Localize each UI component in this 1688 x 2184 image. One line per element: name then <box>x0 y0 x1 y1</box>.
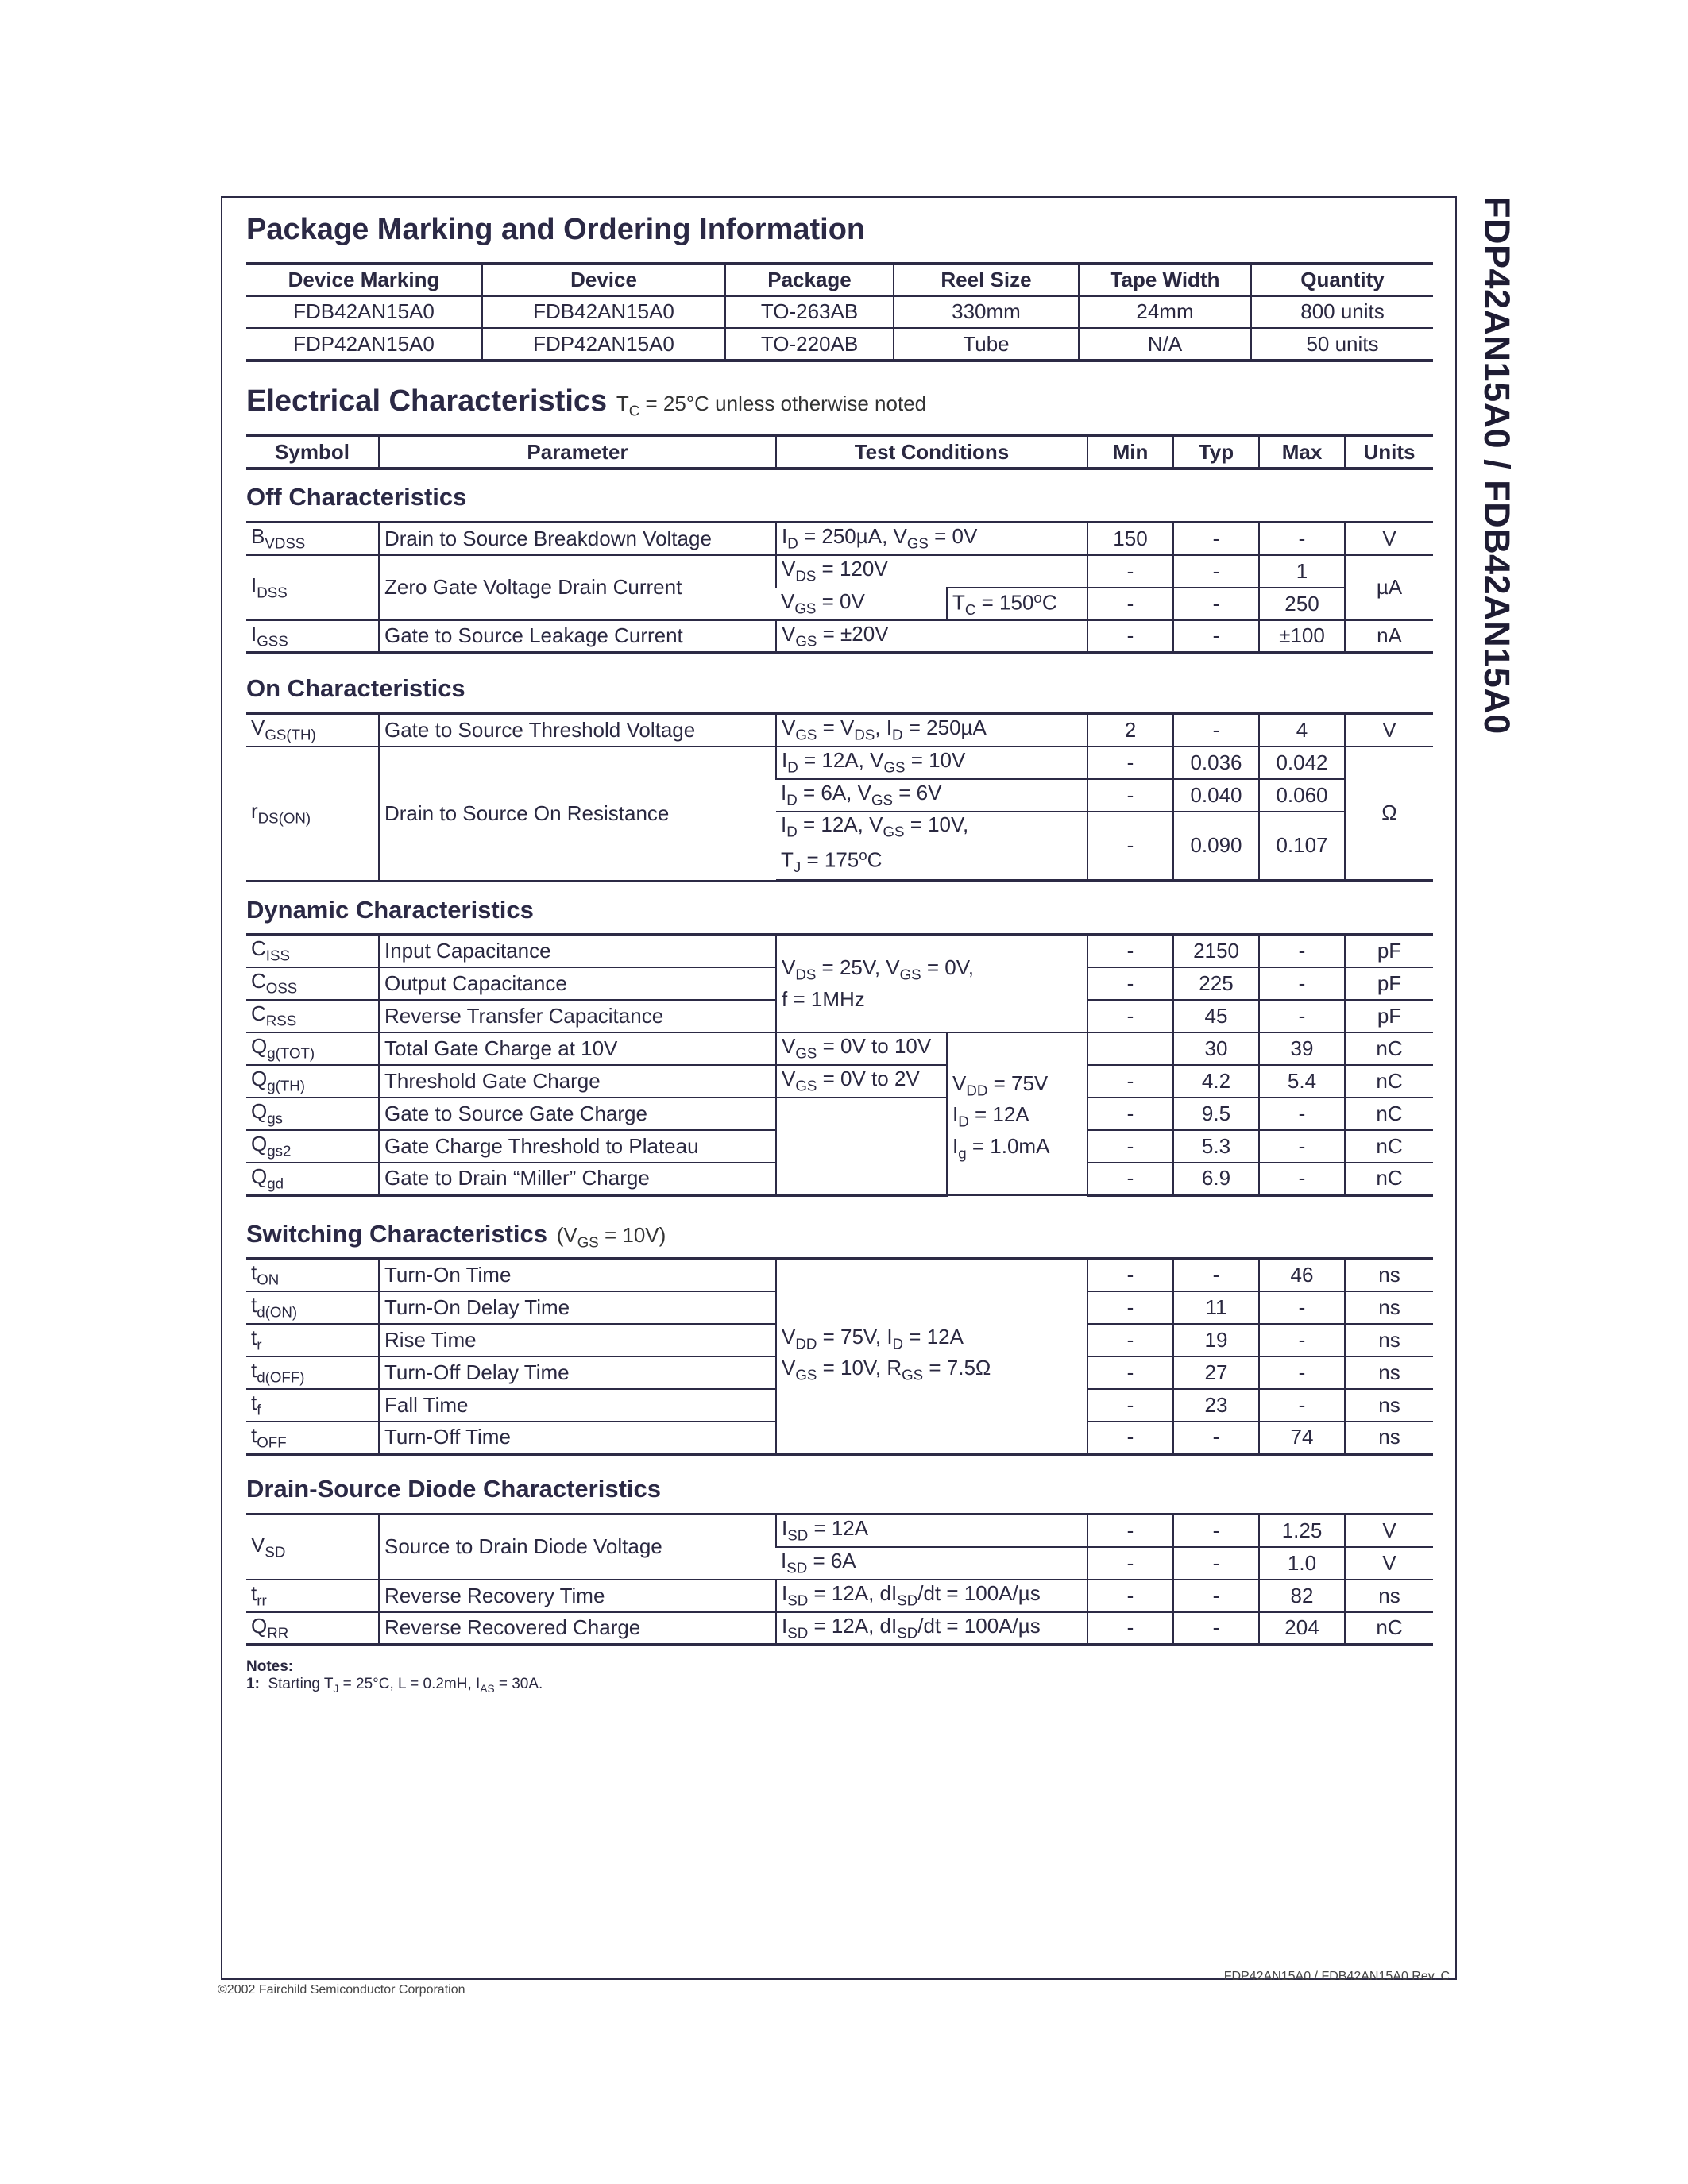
section-switching-title: Switching Characteristics <box>246 1220 548 1248</box>
condition-cell: $I_D = 12A$, $V_{GS} = 10V$, $T_J = 175^oC$ <box>776 812 1087 882</box>
condition-cell: $V_{DS} = 25V$, $V_{GS} = 0V$, f = 1MHz <box>776 935 1087 1032</box>
unit-cell: nC <box>1345 1065 1433 1098</box>
min-cell: - <box>1087 1324 1173 1356</box>
cell: TO-263AB <box>725 295 894 328</box>
param-cell: Gate Charge Threshold to Plateau <box>379 1130 776 1163</box>
max-cell: 5.4 <box>1259 1065 1345 1098</box>
typ-cell: - <box>1173 1612 1259 1645</box>
footer-copyright: ©2002 Fairchild Semiconductor Corporation <box>218 1983 465 1997</box>
electrical-heading <box>246 384 926 420</box>
condition-cell: $I_D = 12A$, $V_{GS} = 10V$ <box>776 747 1087 779</box>
typ-cell: 27 <box>1173 1356 1259 1389</box>
param-cell: Turn-On Delay Time <box>379 1291 776 1324</box>
cell: FDP42AN15A0 <box>246 328 482 361</box>
min-cell <box>1087 1032 1173 1065</box>
min-cell: - <box>1087 1547 1173 1580</box>
symbol-cell: $C_{ISS}$ <box>246 935 379 967</box>
typ-cell: 4.2 <box>1173 1065 1259 1098</box>
param-cell: Gate to Source Threshold Voltage <box>379 714 776 747</box>
table-row <box>246 935 1433 967</box>
symbol-cell: $I_{GSS}$ <box>246 620 379 653</box>
ordering-table <box>246 262 1433 362</box>
condition-cell: $I_{SD} = 12A$, $dI_{SD}/dt = 100A/\mu s$ <box>776 1612 1087 1645</box>
min-cell: - <box>1087 555 1173 588</box>
cell: FDB42AN15A0 <box>246 295 482 328</box>
ordering-title: Package Marking and Ordering Information <box>246 213 866 246</box>
max-cell: - <box>1259 1098 1345 1130</box>
condition-cell: $V_{DD} = 75V$, $I_D = 12A$ $V_{GS} = 10V$, $R_{GS} = 7.5\Omega$ <box>776 1259 1087 1454</box>
cell: FDP42AN15A0 <box>482 328 725 361</box>
max-cell: 0.042 <box>1259 747 1345 779</box>
typ-cell: 0.090 <box>1173 812 1259 882</box>
typ-cell: 30 <box>1173 1032 1259 1065</box>
col-header: Test Conditions <box>776 435 1087 469</box>
cell: 50 units <box>1251 328 1433 361</box>
unit-cell: V <box>1345 1515 1433 1547</box>
typ-cell: 19 <box>1173 1324 1259 1356</box>
min-cell: - <box>1087 1515 1173 1547</box>
param-cell: Rise Time <box>379 1324 776 1356</box>
max-cell: 74 <box>1259 1422 1345 1454</box>
table-row <box>246 295 1433 328</box>
min-cell: - <box>1087 935 1173 967</box>
note-1-label: 1: <box>246 1676 260 1692</box>
param-cell: Turn-On Time <box>379 1259 776 1291</box>
dynamic-table <box>246 933 1433 1197</box>
typ-cell: 45 <box>1173 1000 1259 1032</box>
symbol-cell: $C_{RSS}$ <box>246 1000 379 1032</box>
min-cell: - <box>1087 620 1173 653</box>
table-row <box>246 1065 1433 1098</box>
typ-cell: 2150 <box>1173 935 1259 967</box>
unit-cell: ns <box>1345 1324 1433 1356</box>
param-cell: Output Capacitance <box>379 967 776 1000</box>
max-cell: - <box>1259 1163 1345 1195</box>
param-cell: Gate to Source Leakage Current <box>379 620 776 653</box>
min-cell: - <box>1087 812 1173 882</box>
cell: 24mm <box>1079 295 1251 328</box>
ordering-header-row <box>246 264 1433 295</box>
param-cell: Input Capacitance <box>379 935 776 967</box>
unit-cell: ns <box>1345 1291 1433 1324</box>
unit-cell: nC <box>1345 1032 1433 1065</box>
col-header: Device Marking <box>246 264 482 295</box>
table-row <box>246 555 1433 588</box>
table-row <box>246 328 1433 361</box>
typ-cell: - <box>1173 523 1259 555</box>
condition-cell <box>776 1098 947 1195</box>
table-row <box>246 1259 1433 1291</box>
symbol-cell: $t_{OFF}$ <box>246 1422 379 1454</box>
condition-cell: $I_D = 6A$, $V_{GS} = 6V$ <box>776 779 1087 812</box>
section-off-title: Off Characteristics <box>246 483 467 511</box>
section-diode-title: Drain-Source Diode Characteristics <box>246 1475 662 1503</box>
cell: TO-220AB <box>725 328 894 361</box>
col-header: Device <box>482 264 725 295</box>
symbol-cell: $C_{OSS}$ <box>246 967 379 1000</box>
footer-part-rev: FDP42AN15A0 / FDB42AN15A0 Rev. C <box>1223 1970 1450 1983</box>
min-cell: - <box>1087 1389 1173 1422</box>
min-cell: - <box>1087 1356 1173 1389</box>
unit-cell: Ω <box>1345 747 1433 882</box>
max-cell: 1 <box>1259 555 1345 588</box>
cell: Tube <box>894 328 1079 361</box>
min-cell: - <box>1087 779 1173 812</box>
unit-cell: pF <box>1345 1000 1433 1032</box>
min-cell: 2 <box>1087 714 1173 747</box>
condition-cell: $V_{DS} = 120V$ <box>776 555 1087 588</box>
min-cell: - <box>1087 1422 1173 1454</box>
min-cell: - <box>1087 1259 1173 1291</box>
typ-cell: 225 <box>1173 967 1259 1000</box>
side-title-text: FDP42AN15A0 / FDB42AN15A0 <box>1477 196 1517 735</box>
min-cell: - <box>1087 1065 1173 1098</box>
electrical-condition: $T_C = 25^\circ C$ unless otherwise noted <box>610 392 927 419</box>
max-cell: - <box>1259 1130 1345 1163</box>
symbol-cell: $r_{DS(ON)}$ <box>246 747 379 882</box>
cell: 800 units <box>1251 295 1433 328</box>
min-cell: - <box>1087 967 1173 1000</box>
param-cell: Gate to Drain “Miller” Charge <box>379 1163 776 1195</box>
table-row <box>246 523 1433 555</box>
symbol-cell: $t_{rr}$ <box>246 1580 379 1612</box>
col-header: Package <box>725 264 894 295</box>
symbol-cell: $Q_{gd}$ <box>246 1163 379 1195</box>
switching-heading <box>246 1220 666 1252</box>
symbol-cell: $Q_{g(TOT)}$ <box>246 1032 379 1065</box>
max-cell: - <box>1259 1324 1345 1356</box>
param-cell: Gate to Source Gate Charge <box>379 1098 776 1130</box>
unit-cell: V <box>1345 714 1433 747</box>
unit-cell: V <box>1345 523 1433 555</box>
symbol-cell: $B_{VDSS}$ <box>246 523 379 555</box>
col-header: Parameter <box>379 435 776 469</box>
typ-cell: 0.040 <box>1173 779 1259 812</box>
symbol-cell: $Q_{gs}$ <box>246 1098 379 1130</box>
unit-cell: ns <box>1345 1580 1433 1612</box>
max-cell: ±100 <box>1259 620 1345 653</box>
symbol-cell: $t_{ON}$ <box>246 1259 379 1291</box>
min-cell: - <box>1087 1612 1173 1645</box>
symbol-cell: $t_{d(OFF)}$ <box>246 1356 379 1389</box>
table-row <box>246 1612 1433 1645</box>
unit-cell: ns <box>1345 1356 1433 1389</box>
note-1: 1: Starting $T_J = 25^\circ C$, L = 0.2mH, $I_{AS} = 30A$. <box>246 1676 543 1695</box>
condition-cell: $V_{DD} = 75V$ $I_D = 12A$ $I_g = 1.0mA$ <box>947 1032 1087 1195</box>
cell: 330mm <box>894 295 1079 328</box>
param-cell: Turn-Off Delay Time <box>379 1356 776 1389</box>
max-cell: 1.0 <box>1259 1547 1345 1580</box>
electrical-title: Electrical Characteristics <box>246 384 608 418</box>
section-on-title: On Characteristics <box>246 674 465 702</box>
switching-table <box>246 1257 1433 1456</box>
min-cell: - <box>1087 1291 1173 1324</box>
typ-cell: - <box>1173 1515 1259 1547</box>
max-cell: - <box>1259 935 1345 967</box>
param-cell: Drain to Source On Resistance <box>379 747 776 882</box>
notes <box>246 1658 543 1695</box>
col-header: Units <box>1345 435 1433 469</box>
max-cell: - <box>1259 967 1345 1000</box>
param-cell: Zero Gate Voltage Drain Current <box>379 555 776 620</box>
param-cell: Drain to Source Breakdown Voltage <box>379 523 776 555</box>
on-table <box>246 712 1433 882</box>
condition-cell: $I_{SD} = 6A$ <box>776 1547 1087 1580</box>
typ-cell: - <box>1173 555 1259 588</box>
notes-heading: Notes: <box>246 1658 294 1675</box>
unit-cell: V <box>1345 1547 1433 1580</box>
unit-cell: ns <box>1345 1389 1433 1422</box>
condition-cell: $I_{SD} = 12A$ <box>776 1515 1087 1547</box>
max-cell: - <box>1259 1389 1345 1422</box>
unit-cell: pF <box>1345 967 1433 1000</box>
typ-cell: - <box>1173 1259 1259 1291</box>
min-cell: - <box>1087 1000 1173 1032</box>
param-cell: Reverse Transfer Capacitance <box>379 1000 776 1032</box>
max-cell: - <box>1259 1356 1345 1389</box>
table-row <box>246 620 1433 653</box>
table-row <box>246 1098 1433 1130</box>
typ-cell: - <box>1173 620 1259 653</box>
typ-cell: - <box>1173 1580 1259 1612</box>
min-cell: - <box>1087 588 1173 620</box>
max-cell: 0.060 <box>1259 779 1345 812</box>
min-cell: - <box>1087 1580 1173 1612</box>
typ-cell: 23 <box>1173 1389 1259 1422</box>
unit-cell: nC <box>1345 1130 1433 1163</box>
max-cell: - <box>1259 523 1345 555</box>
table-row <box>246 1032 1433 1065</box>
max-cell: 82 <box>1259 1580 1345 1612</box>
min-cell: - <box>1087 1098 1173 1130</box>
unit-cell: ns <box>1345 1259 1433 1291</box>
unit-cell: nC <box>1345 1163 1433 1195</box>
unit-cell: µA <box>1345 555 1433 620</box>
param-cell: Total Gate Charge at 10V <box>379 1032 776 1065</box>
symbol-cell: $Q_{g(TH)}$ <box>246 1065 379 1098</box>
param-cell: Source to Drain Diode Voltage <box>379 1515 776 1580</box>
col-header: Min <box>1087 435 1173 469</box>
switching-condition: $(V_{GS} = 10V)$ <box>550 1223 666 1251</box>
symbol-cell: $V_{GS(TH)}$ <box>246 714 379 747</box>
diode-table <box>246 1513 1433 1646</box>
symbol-cell: $t_{d(ON)}$ <box>246 1291 379 1324</box>
symbol-cell: $Q_{gs2}$ <box>246 1130 379 1163</box>
min-cell: - <box>1087 1163 1173 1195</box>
condition-cell: $T_C = 150^oC$ <box>947 588 1087 620</box>
typ-cell: 9.5 <box>1173 1098 1259 1130</box>
condition-cell: $V_{GS} = V_{DS}$, $I_D = 250\mu A$ <box>776 714 1087 747</box>
max-cell: 0.107 <box>1259 812 1345 882</box>
max-cell: 250 <box>1259 588 1345 620</box>
table-row <box>246 1515 1433 1547</box>
symbol-cell: $Q_{RR}$ <box>246 1612 379 1645</box>
symbol-cell: $t_f$ <box>246 1389 379 1422</box>
symbol-cell: $t_r$ <box>246 1324 379 1356</box>
col-header: Quantity <box>1251 264 1433 295</box>
col-header: Symbol <box>246 435 379 469</box>
col-header: Tape Width <box>1079 264 1251 295</box>
typ-cell: 5.3 <box>1173 1130 1259 1163</box>
condition-cell: $V_{GS} = \pm 20V$ <box>776 620 1087 653</box>
param-cell: Turn-Off Time <box>379 1422 776 1454</box>
condition-cell: $I_D = 250\mu A$, $V_{GS} = 0V$ <box>776 523 1087 555</box>
cell: FDB42AN15A0 <box>482 295 725 328</box>
min-cell: 150 <box>1087 523 1173 555</box>
unit-cell: nC <box>1345 1612 1433 1645</box>
unit-cell: nC <box>1345 1098 1433 1130</box>
max-cell: 46 <box>1259 1259 1345 1291</box>
typ-cell: - <box>1173 588 1259 620</box>
col-header: Typ <box>1173 435 1259 469</box>
typ-cell: 6.9 <box>1173 1163 1259 1195</box>
min-cell: - <box>1087 747 1173 779</box>
unit-cell: pF <box>1345 935 1433 967</box>
unit-cell: nA <box>1345 620 1433 653</box>
table-row <box>246 1580 1433 1612</box>
max-cell: - <box>1259 1291 1345 1324</box>
off-table <box>246 521 1433 654</box>
min-cell: - <box>1087 1130 1173 1163</box>
condition-cell: $V_{GS} = 0V$ to 2V <box>776 1065 947 1098</box>
side-title <box>1471 196 1519 800</box>
condition-cell: $V_{GS} = 0V$ to 10V <box>776 1032 947 1065</box>
table-row <box>246 747 1433 779</box>
typ-cell: 0.036 <box>1173 747 1259 779</box>
typ-cell: 11 <box>1173 1291 1259 1324</box>
symbol-cell: $V_{SD}$ <box>246 1515 379 1580</box>
typ-cell: - <box>1173 1547 1259 1580</box>
max-cell: - <box>1259 1000 1345 1032</box>
col-header: Max <box>1259 435 1345 469</box>
typ-cell: - <box>1173 1422 1259 1454</box>
max-cell: 4 <box>1259 714 1345 747</box>
param-cell: Fall Time <box>379 1389 776 1422</box>
cell: N/A <box>1079 328 1251 361</box>
col-header: Reel Size <box>894 264 1079 295</box>
symbol-cell: $I_{DSS}$ <box>246 555 379 620</box>
section-dynamic-title: Dynamic Characteristics <box>246 896 534 924</box>
param-cell: Reverse Recovery Time <box>379 1580 776 1612</box>
max-cell: 204 <box>1259 1612 1345 1645</box>
max-cell: 1.25 <box>1259 1515 1345 1547</box>
unit-cell: ns <box>1345 1422 1433 1454</box>
typ-cell: - <box>1173 714 1259 747</box>
param-cell: Threshold Gate Charge <box>379 1065 776 1098</box>
max-cell: 39 <box>1259 1032 1345 1065</box>
condition-cell: $I_{SD} = 12A$, $dI_{SD}/dt = 100A/\mu s$ <box>776 1580 1087 1612</box>
param-cell: Reverse Recovered Charge <box>379 1612 776 1645</box>
electrical-header-table <box>246 434 1433 470</box>
condition-cell: $V_{GS} = 0V$ <box>776 588 947 620</box>
table-row <box>246 714 1433 747</box>
